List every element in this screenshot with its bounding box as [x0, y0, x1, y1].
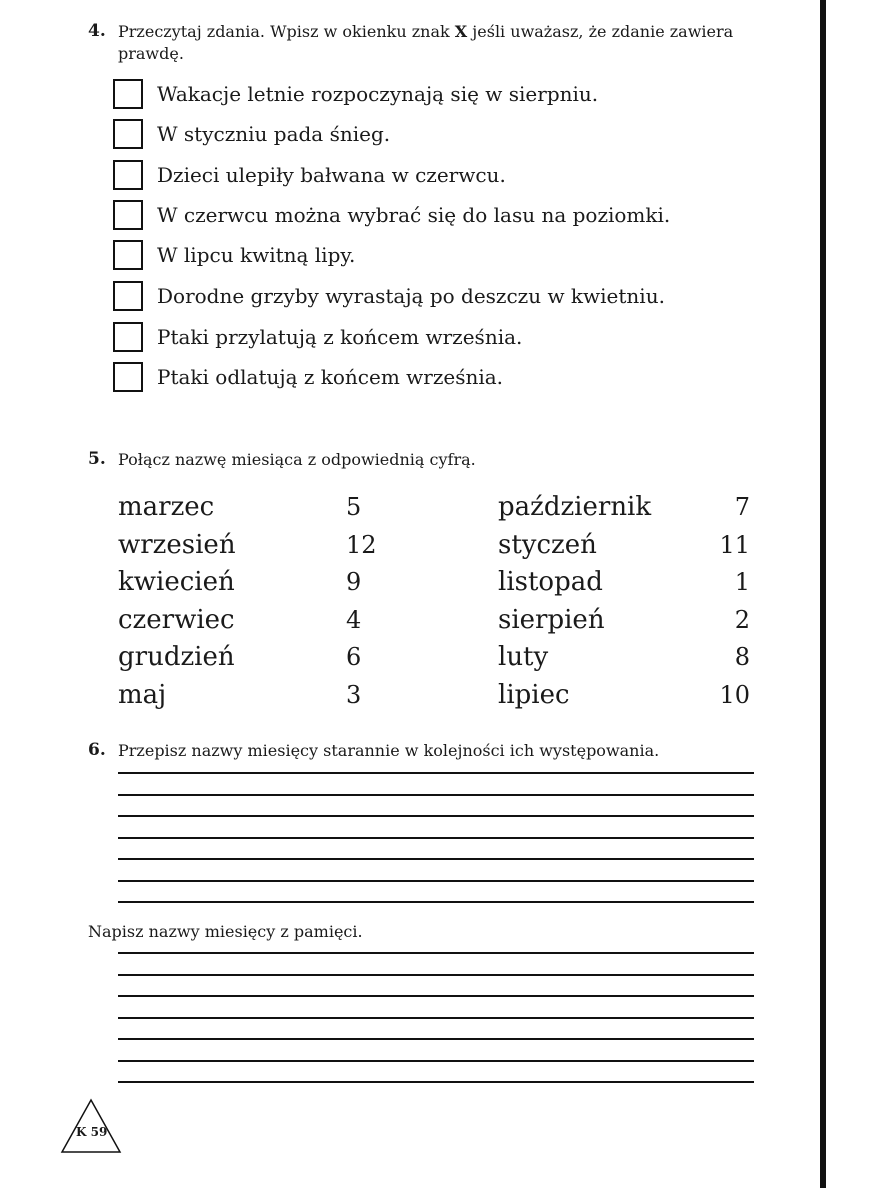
writing-line[interactable]	[118, 974, 754, 976]
statement-item	[113, 320, 522, 354]
statement-item	[113, 238, 355, 272]
writing-line[interactable]	[118, 1081, 754, 1083]
writing-line[interactable]	[118, 794, 754, 796]
question-6-instruction: Przepisz nazwy miesięcy starannie w kolejności ich występowania.	[118, 741, 660, 760]
statement-item	[113, 198, 670, 232]
right-number: 11	[719, 531, 750, 559]
instruction-mark: X	[454, 22, 468, 41]
answer-checkbox[interactable]	[113, 362, 143, 392]
right-number: 1	[734, 568, 750, 596]
writing-line[interactable]	[118, 952, 754, 954]
statement-item	[113, 117, 390, 151]
right-number: 2	[734, 606, 750, 634]
question-4-instruction-line2: prawdę.	[118, 44, 184, 63]
answer-checkbox[interactable]	[113, 240, 143, 270]
right-month: listopad	[498, 567, 603, 597]
writing-line[interactable]	[118, 815, 754, 817]
statement-text: W czerwcu można wybrać się do lasu na poziomki.	[157, 203, 671, 227]
right-number: 8	[734, 643, 750, 671]
answer-checkbox[interactable]	[113, 79, 143, 109]
left-month: maj	[118, 680, 167, 710]
writing-line[interactable]	[118, 1038, 754, 1040]
answer-checkbox[interactable]	[113, 322, 143, 352]
memory-instruction: Napisz nazwy miesięcy z pamięci.	[88, 922, 363, 941]
statement-text: W lipcu kwitną lipy.	[157, 243, 356, 267]
statement-text: Wakacje letnie rozpoczynają się w sierpniu.	[157, 82, 599, 106]
statement-text: Dorodne grzyby wyrastają po deszczu w kwietniu.	[157, 284, 665, 308]
writing-line[interactable]	[118, 1017, 754, 1019]
question-4-instruction	[118, 21, 758, 43]
answer-checkbox[interactable]	[113, 160, 143, 190]
question-6-number: 6.	[88, 740, 106, 760]
answer-checkbox[interactable]	[113, 281, 143, 311]
right-month: lipiec	[498, 680, 570, 710]
answer-checkbox[interactable]	[113, 119, 143, 149]
left-month: marzec	[118, 492, 215, 522]
right-month: październik	[498, 492, 652, 522]
answer-checkbox[interactable]	[113, 200, 143, 230]
writing-line[interactable]	[118, 858, 754, 860]
statement-item	[113, 158, 506, 192]
right-number: 10	[719, 681, 750, 709]
right-month: sierpień	[498, 605, 605, 635]
right-number: 7	[734, 493, 750, 521]
writing-line[interactable]	[118, 995, 754, 997]
left-month: czerwiec	[118, 605, 235, 635]
statement-text: W styczniu pada śnieg.	[157, 122, 391, 146]
statement-item	[113, 360, 503, 394]
left-number: 12	[346, 531, 377, 559]
left-month: kwiecień	[118, 567, 235, 597]
instruction-part1: Przeczytaj zdania. Wpisz w okienku znak	[118, 22, 450, 41]
writing-line[interactable]	[118, 1060, 754, 1062]
statement-text: Ptaki odlatują z końcem września.	[157, 365, 504, 389]
instruction-part2: jeśli uważasz, że zdanie zawiera	[472, 22, 734, 41]
left-number: 5	[346, 493, 362, 521]
question-5-instruction: Połącz nazwę miesiąca z odpowiednią cyfrą.	[118, 450, 476, 469]
statement-item	[113, 77, 598, 111]
left-number: 4	[346, 606, 362, 634]
page-badge-label: K 59	[76, 1125, 108, 1139]
left-number: 9	[346, 568, 362, 596]
statement-text: Dzieci ulepiły bałwana w czerwcu.	[157, 163, 506, 187]
question-4-number: 4.	[88, 21, 106, 41]
statement-text: Ptaki przylatują z końcem września.	[157, 325, 523, 349]
writing-line[interactable]	[118, 880, 754, 882]
writing-line[interactable]	[118, 772, 754, 774]
left-month: wrzesień	[118, 530, 236, 560]
left-number: 6	[346, 643, 362, 671]
question-5-number: 5.	[88, 449, 106, 469]
right-month: styczeń	[498, 530, 597, 560]
left-number: 3	[346, 681, 362, 709]
writing-line[interactable]	[118, 901, 754, 903]
writing-line[interactable]	[118, 837, 754, 839]
statement-item	[113, 279, 665, 313]
right-month: luty	[498, 642, 549, 672]
left-month: grudzień	[118, 642, 235, 672]
page-edge-rule	[820, 0, 826, 1188]
